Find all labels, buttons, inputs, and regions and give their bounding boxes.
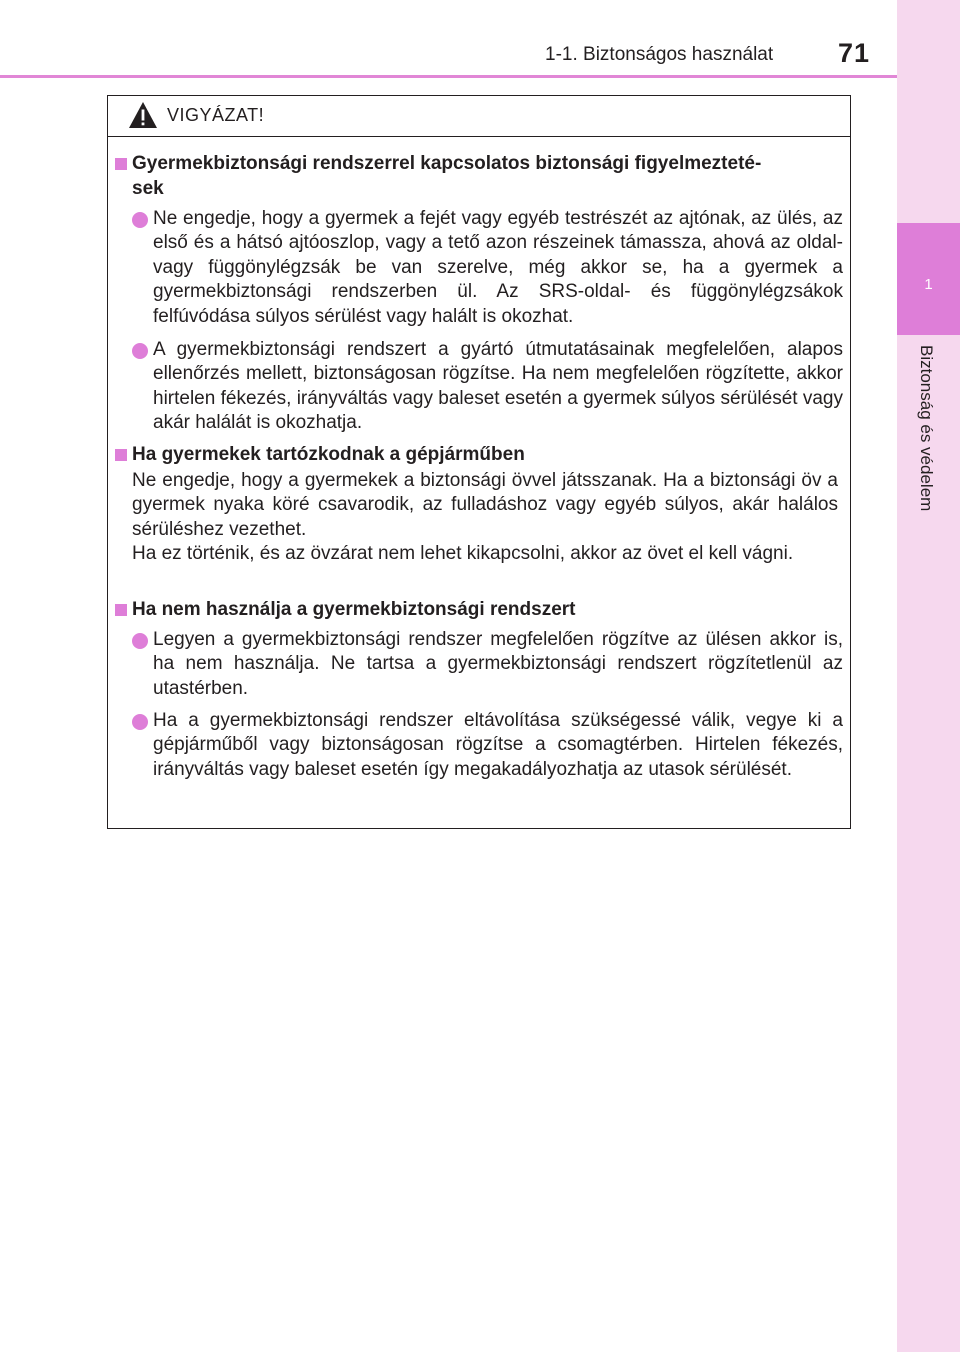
paragraph: Ha ez történik, és az övzárat nem lehet kikapcsolni, akkor az övet el kell vágni. bbox=[132, 543, 794, 564]
section-marker bbox=[115, 158, 127, 170]
bullet-dot bbox=[132, 212, 148, 228]
section-title: 1-1. Biztonságos használat bbox=[545, 44, 774, 65]
paragraph: Ne engedje, hogy a gyermekek a biztonsági övvel játsszanak. Ha a biztonsági öv a gyermek nyaka köré csavarodik, az fulladáshoz vagy egyéb súlyos, akár halálos sérüléshez vezethet. bbox=[132, 470, 838, 540]
section-heading: Ha nem használja a gyermekbiztonsági rendszert bbox=[132, 599, 576, 620]
chapter-number: 1 bbox=[924, 276, 933, 293]
side-tab bbox=[897, 0, 960, 1352]
section-marker bbox=[115, 604, 127, 616]
bullet-dot bbox=[132, 714, 148, 730]
caution-box bbox=[107, 95, 851, 829]
section-heading-text: sek bbox=[132, 178, 164, 199]
page-number: 71 bbox=[838, 38, 871, 68]
caution-title: VIGYÁZAT! bbox=[167, 105, 265, 125]
bullet-text: Ha a gyermekbiztonsági rendszer eltávolítása szükségessé válik, vegye ki a gépjárműből vagy biztonságosan rögzítse a csomagtérben. Hirtelen fékezés, irányváltás vagy baleset esetén így megakadályozhatja az utasok sérülését. bbox=[153, 710, 843, 780]
side-chapter-marker bbox=[897, 223, 960, 335]
section-marker bbox=[115, 449, 127, 461]
section-heading bbox=[132, 151, 844, 201]
bullet-dot bbox=[132, 343, 148, 359]
warning-triangle-icon bbox=[128, 101, 158, 129]
caution-header bbox=[108, 96, 850, 137]
chapter-label: Biztonság és védelem bbox=[917, 345, 936, 512]
header-rule bbox=[0, 75, 897, 78]
section-heading: Ha gyermekek tartózkodnak a gépjárműben bbox=[132, 444, 525, 465]
bullet-text: A gyermekbiztonsági rendszert a gyártó útmutatásainak megfelelően, alapos ellenőrzés mellett, biztonságosan rögzítse. Ha nem megfelelően rögzítette, akkor hirtelen fékezés, irányváltás vagy baleset esetén a gyermek súlyos sérülését vagy akár halálát is okozhatja. bbox=[153, 339, 843, 434]
bullet-text: Legyen a gyermekbiztonsági rendszer megfelelően rögzítve az ülésen akkor is, ha nem használja. Ne tartsa a gyermekbiztonsági rendszert rögzítetlenül az utastérben. bbox=[153, 629, 843, 699]
bullet-text: Ne engedje, hogy a gyermek a fejét vagy egyéb testrészét az ajtónak, az ülés, az első és a hátsó ajtóoszlop, vagy a tető azon részeinek támassza, ahová az oldal- vagy függönylégzsák be van szerelve, még akkor se, ha a gyermek a gyermekbiztonsági rendszerben ül. Az SRS-oldal- és függönylégzsákok felfúvódása súlyos sérülést vagy halált is okozhat. bbox=[153, 208, 843, 327]
section-heading-text: Gyermekbiztonsági rendszerrel kapcsolatos biztonsági figyelmezteté- bbox=[132, 153, 762, 174]
bullet-dot bbox=[132, 633, 148, 649]
